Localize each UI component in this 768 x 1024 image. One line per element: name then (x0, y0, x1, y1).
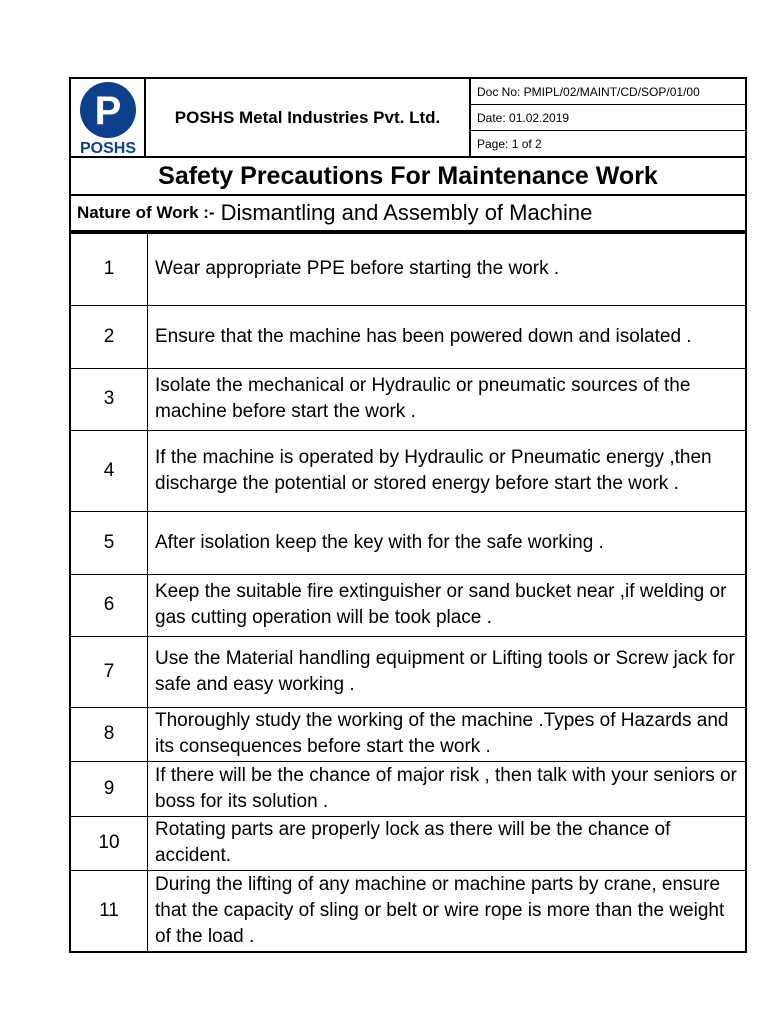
poshs-logo-icon (75, 81, 141, 155)
item-number: 8 (70, 707, 148, 761)
company-logo (71, 79, 146, 156)
precautions-table (69, 232, 747, 953)
item-number: 11 (70, 870, 148, 952)
table-row (70, 511, 746, 574)
company-name: POSHS Metal Industries Pvt. Ltd. (146, 79, 471, 156)
table-row (70, 761, 746, 816)
nature-of-work (69, 196, 747, 232)
item-text: Ensure that the machine has been powered down and isolated . (148, 305, 747, 368)
item-number: 2 (70, 305, 148, 368)
table-row (70, 233, 746, 305)
table-row (70, 430, 746, 511)
item-text: During the lifting of any machine or machine parts by crane, ensure that the capacity of sling or belt or wire rope is more than the weight of the load . (148, 870, 747, 952)
item-number: 4 (70, 430, 148, 511)
table-row (70, 636, 746, 707)
doc-date: Date: 01.02.2019 (471, 105, 745, 131)
item-number: 5 (70, 511, 148, 574)
table-row (70, 368, 746, 430)
logo-text: POSHS (79, 139, 136, 155)
sop-sheet (69, 77, 747, 953)
item-text: Thoroughly study the working of the machine .Types of Hazards and its consequences before start the work . (148, 707, 747, 761)
item-number: 6 (70, 574, 148, 636)
table-row (70, 305, 746, 368)
document-title: Safety Precautions For Maintenance Work (69, 158, 747, 196)
item-number: 7 (70, 636, 148, 707)
item-number: 9 (70, 761, 148, 816)
item-text: Keep the suitable fire extinguisher or sand bucket near ,if welding or gas cutting operation will be took place . (148, 574, 747, 636)
table-row (70, 870, 746, 952)
table-row (70, 574, 746, 636)
nature-label: Nature of Work :- (77, 203, 215, 222)
logo-letter: P (94, 88, 121, 133)
document-header (69, 77, 747, 158)
item-number: 10 (70, 816, 148, 870)
page-number: Page: 1 of 2 (477, 136, 542, 151)
item-text: Use the Material handling equipment or Lifting tools or Screw jack for safe and easy working . (148, 636, 747, 707)
item-number: 3 (70, 368, 148, 430)
nature-value: Dismantling and Assembly of Machine (220, 200, 593, 225)
table-row (70, 816, 746, 870)
item-text: If there will be the chance of major risk , then talk with your seniors or boss for its solution . (148, 761, 747, 816)
table-row (70, 707, 746, 761)
doc-number: Doc No: PMIPL/02/MAINT/CD/SOP/01/00 (471, 79, 745, 105)
item-number: 1 (70, 233, 148, 305)
item-text: Wear appropriate PPE before starting the work . (148, 233, 747, 305)
document-meta (471, 79, 745, 156)
item-text: After isolation keep the key with for the safe working . (148, 511, 747, 574)
item-text: If the machine is operated by Hydraulic or Pneumatic energy ,then discharge the potential or stored energy before start the work . (148, 430, 747, 511)
item-text: Rotating parts are properly lock as there will be the chance of accident. (148, 816, 747, 870)
item-text: Isolate the mechanical or Hydraulic or pneumatic sources of the machine before start the work . (148, 368, 747, 430)
